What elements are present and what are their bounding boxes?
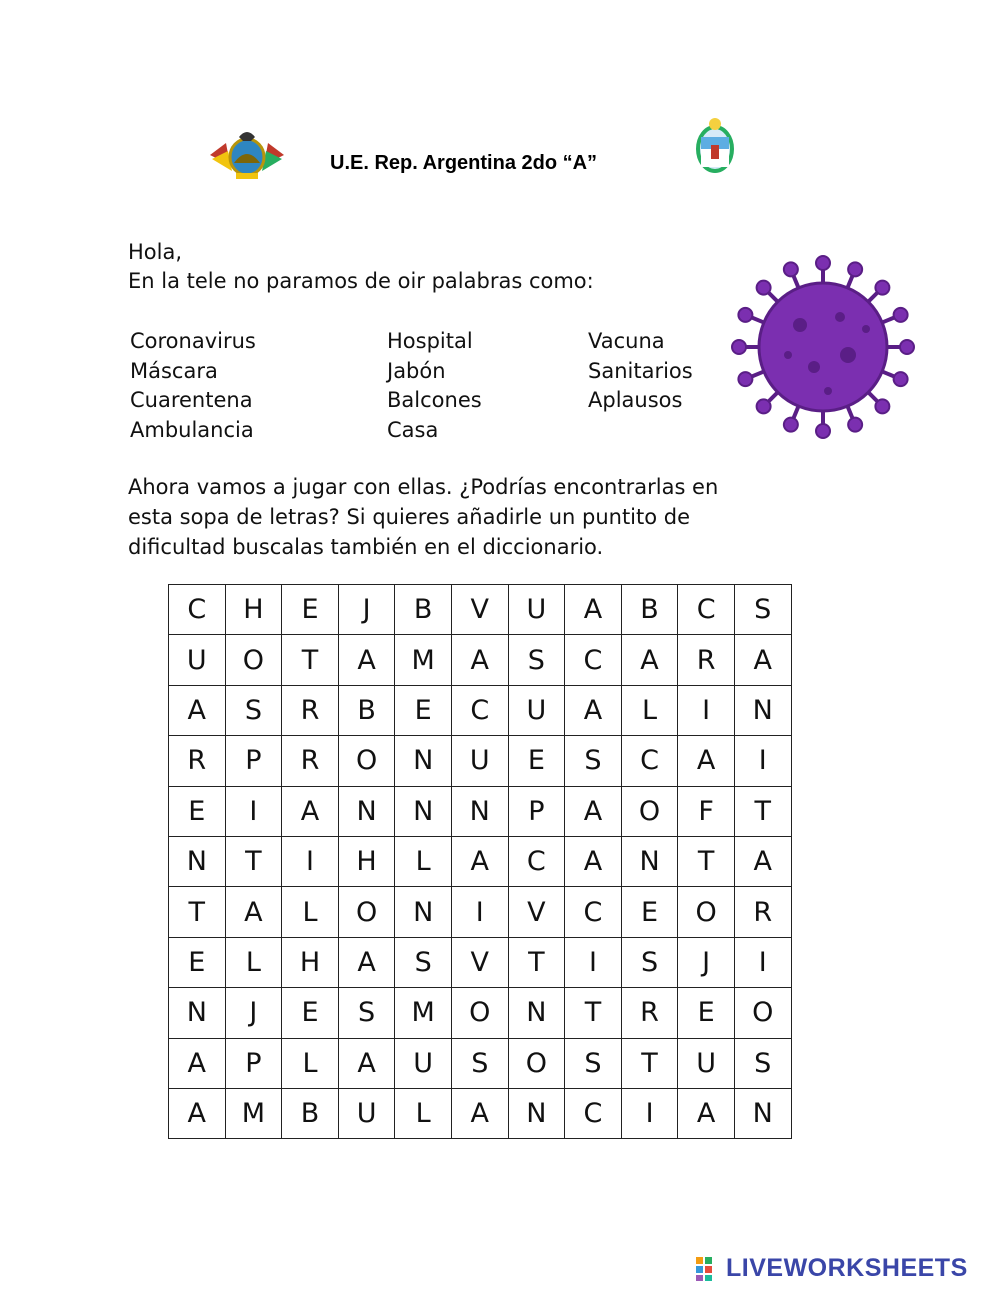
word-item: Cuarentena: [130, 388, 253, 412]
grid-cell[interactable]: R: [678, 635, 735, 685]
word-item: Hospital: [387, 329, 473, 353]
grid-cell[interactable]: U: [338, 1088, 395, 1138]
grid-cell[interactable]: O: [678, 887, 735, 937]
word-item: Jabón: [387, 358, 446, 383]
grid-cell[interactable]: B: [282, 1088, 339, 1138]
grid-cell[interactable]: H: [338, 836, 395, 886]
grid-cell[interactable]: S: [395, 937, 452, 987]
grid-cell[interactable]: S: [621, 937, 678, 987]
word-item: Aplausos: [588, 388, 683, 412]
grid-cell[interactable]: N: [395, 887, 452, 937]
grid-cell[interactable]: A: [621, 635, 678, 685]
grid-cell[interactable]: C: [169, 585, 226, 635]
grid-cell[interactable]: N: [734, 1088, 791, 1138]
grid-cell[interactable]: M: [395, 635, 452, 685]
word-item: Sanitarios: [588, 358, 693, 383]
grid-cell[interactable]: E: [282, 585, 339, 635]
grid-cell[interactable]: O: [338, 736, 395, 786]
word-list-column-3: [588, 327, 693, 416]
grid-cell[interactable]: A: [169, 685, 226, 735]
grid-cell[interactable]: R: [282, 685, 339, 735]
grid-cell[interactable]: S: [734, 1038, 791, 1088]
grid-cell[interactable]: P: [508, 786, 565, 836]
intro-sentence: En la tele no paramos de oir palabras como:: [128, 269, 594, 293]
brand-text: LIVEWORKSHEETS: [726, 1254, 968, 1282]
grid-cell[interactable]: I: [225, 786, 282, 836]
grid-cell[interactable]: H: [225, 585, 282, 635]
word-item: Máscara: [130, 358, 218, 383]
word-item: Coronavirus: [130, 329, 256, 353]
page-title: U.E. Rep. Argentina 2do “A”: [330, 152, 598, 174]
grid-cell[interactable]: M: [225, 1088, 282, 1138]
grid-cell[interactable]: J: [225, 988, 282, 1038]
grid-cell[interactable]: H: [282, 937, 339, 987]
word-item: Casa: [387, 417, 439, 442]
grid-cell[interactable]: A: [565, 685, 622, 735]
grid-cell[interactable]: N: [338, 786, 395, 836]
grid-cell[interactable]: B: [395, 585, 452, 635]
grid-cell[interactable]: J: [338, 585, 395, 635]
grid-cell[interactable]: A: [734, 635, 791, 685]
grid-row: [169, 1088, 792, 1138]
grid-cell[interactable]: C: [565, 887, 622, 937]
grid-cell[interactable]: A: [451, 1088, 508, 1138]
grid-row: [169, 1038, 792, 1088]
greeting: Hola,: [128, 240, 183, 264]
grid-cell[interactable]: T: [282, 635, 339, 685]
grid-cell[interactable]: E: [678, 988, 735, 1038]
grid-cell[interactable]: A: [451, 836, 508, 886]
grid-cell[interactable]: C: [565, 635, 622, 685]
grid-cell[interactable]: A: [338, 635, 395, 685]
grid-cell[interactable]: A: [678, 736, 735, 786]
grid-cell[interactable]: L: [282, 887, 339, 937]
grid-cell[interactable]: N: [451, 786, 508, 836]
grid-row: [169, 988, 792, 1038]
grid-cell[interactable]: T: [169, 887, 226, 937]
instructions-line: dificultad buscalas también en el diccionario.: [128, 535, 604, 559]
grid-cell[interactable]: N: [395, 786, 452, 836]
word-list-column-2: [387, 327, 482, 445]
grid-cell[interactable]: L: [621, 685, 678, 735]
grid-cell[interactable]: A: [338, 937, 395, 987]
grid-cell[interactable]: I: [734, 736, 791, 786]
grid-cell[interactable]: N: [395, 736, 452, 786]
grid-cell[interactable]: N: [169, 836, 226, 886]
instructions-line: esta sopa de letras? Si quieres añadirle un puntito de: [128, 505, 691, 529]
grid-cell[interactable]: C: [508, 836, 565, 886]
grid-cell[interactable]: U: [508, 685, 565, 735]
grid-cell[interactable]: P: [225, 1038, 282, 1088]
grid-cell[interactable]: V: [451, 937, 508, 987]
grid-row: [169, 685, 792, 735]
grid-cell[interactable]: S: [338, 988, 395, 1038]
grid-cell[interactable]: I: [734, 937, 791, 987]
grid-cell[interactable]: T: [734, 786, 791, 836]
grid-cell[interactable]: L: [225, 937, 282, 987]
grid-cell[interactable]: T: [225, 836, 282, 886]
grid-cell[interactable]: T: [621, 1038, 678, 1088]
grid-cell[interactable]: A: [678, 1088, 735, 1138]
grid-cell[interactable]: O: [508, 1038, 565, 1088]
grid-cell[interactable]: O: [225, 635, 282, 685]
word-item: Balcones: [387, 388, 482, 412]
grid-cell[interactable]: B: [621, 585, 678, 635]
grid-cell[interactable]: E: [169, 786, 226, 836]
grid-cell[interactable]: I: [565, 937, 622, 987]
grid-cell[interactable]: N: [169, 988, 226, 1038]
instructions-line: Ahora vamos a jugar con ellas. ¿Podrías encontrarlas en: [128, 475, 719, 499]
grid-cell[interactable]: R: [734, 887, 791, 937]
grid-cell[interactable]: T: [678, 836, 735, 886]
grid-cell[interactable]: C: [621, 736, 678, 786]
word-search-grid: [168, 584, 792, 1139]
grid-cell[interactable]: L: [395, 1088, 452, 1138]
grid-cell[interactable]: O: [451, 988, 508, 1038]
grid-cell[interactable]: R: [282, 736, 339, 786]
grid-row: [169, 937, 792, 987]
instructions-text: [128, 472, 718, 562]
grid-cell[interactable]: U: [508, 585, 565, 635]
grid-cell[interactable]: S: [734, 585, 791, 635]
grid-cell[interactable]: I: [678, 685, 735, 735]
intro-text: [128, 238, 594, 296]
grid-cell[interactable]: N: [621, 836, 678, 886]
grid-cell[interactable]: A: [169, 1038, 226, 1088]
grid-cell[interactable]: U: [678, 1038, 735, 1088]
grid-cell[interactable]: E: [621, 887, 678, 937]
grid-cell[interactable]: E: [282, 988, 339, 1038]
grid-cell[interactable]: S: [508, 635, 565, 685]
grid-cell[interactable]: R: [621, 988, 678, 1038]
grid-cell[interactable]: J: [678, 937, 735, 987]
word-item: Ambulancia: [130, 417, 254, 442]
grid-cell[interactable]: O: [338, 887, 395, 937]
word-item: Vacuna: [588, 329, 665, 353]
grid-cell[interactable]: O: [734, 988, 791, 1038]
grid-cell[interactable]: C: [565, 1088, 622, 1138]
grid-cell[interactable]: C: [678, 585, 735, 635]
grid-cell[interactable]: A: [451, 635, 508, 685]
grid-cell[interactable]: A: [282, 786, 339, 836]
grid-cell[interactable]: N: [508, 1088, 565, 1138]
grid-cell[interactable]: O: [621, 786, 678, 836]
grid-cell[interactable]: T: [508, 937, 565, 987]
grid-row: [169, 736, 792, 786]
grid-cell[interactable]: A: [169, 1088, 226, 1138]
grid-cell[interactable]: I: [621, 1088, 678, 1138]
grid-cell[interactable]: N: [734, 685, 791, 735]
word-list-column-1: [130, 327, 256, 445]
grid-cell[interactable]: I: [451, 887, 508, 937]
grid-cell[interactable]: U: [451, 736, 508, 786]
liveworksheets-logo-icon: [696, 1257, 722, 1281]
grid-cell[interactable]: S: [565, 1038, 622, 1088]
page-header: [0, 110, 1000, 180]
grid-cell[interactable]: I: [282, 836, 339, 886]
grid-cell[interactable]: U: [169, 635, 226, 685]
grid-cell[interactable]: E: [395, 685, 452, 735]
grid-cell[interactable]: S: [451, 1038, 508, 1088]
grid-cell[interactable]: L: [282, 1038, 339, 1088]
grid-cell[interactable]: A: [565, 836, 622, 886]
grid-cell[interactable]: V: [451, 585, 508, 635]
grid-cell[interactable]: A: [734, 836, 791, 886]
grid-cell[interactable]: A: [225, 887, 282, 937]
grid-cell[interactable]: P: [225, 736, 282, 786]
grid-cell[interactable]: A: [338, 1038, 395, 1088]
grid-row: [169, 786, 792, 836]
grid-cell[interactable]: T: [565, 988, 622, 1038]
grid-cell[interactable]: U: [395, 1038, 452, 1088]
grid-cell[interactable]: S: [225, 685, 282, 735]
grid-cell[interactable]: F: [678, 786, 735, 836]
grid-cell[interactable]: A: [565, 585, 622, 635]
grid-cell[interactable]: L: [395, 836, 452, 886]
grid-cell[interactable]: E: [169, 937, 226, 987]
grid-row: [169, 635, 792, 685]
grid-cell[interactable]: C: [451, 685, 508, 735]
grid-cell[interactable]: S: [565, 736, 622, 786]
grid-cell[interactable]: B: [338, 685, 395, 735]
grid-row: [169, 585, 792, 635]
grid-cell[interactable]: A: [565, 786, 622, 836]
grid-row: [169, 836, 792, 886]
grid-cell[interactable]: M: [395, 988, 452, 1038]
grid-row: [169, 887, 792, 937]
grid-cell[interactable]: V: [508, 887, 565, 937]
bolivia-coat-of-arms-icon: [206, 125, 288, 183]
grid-cell[interactable]: R: [169, 736, 226, 786]
virus-illustration-icon: [718, 255, 928, 440]
grid-cell[interactable]: E: [508, 736, 565, 786]
argentina-school-crest-icon: [691, 115, 739, 177]
grid-cell[interactable]: N: [508, 988, 565, 1038]
